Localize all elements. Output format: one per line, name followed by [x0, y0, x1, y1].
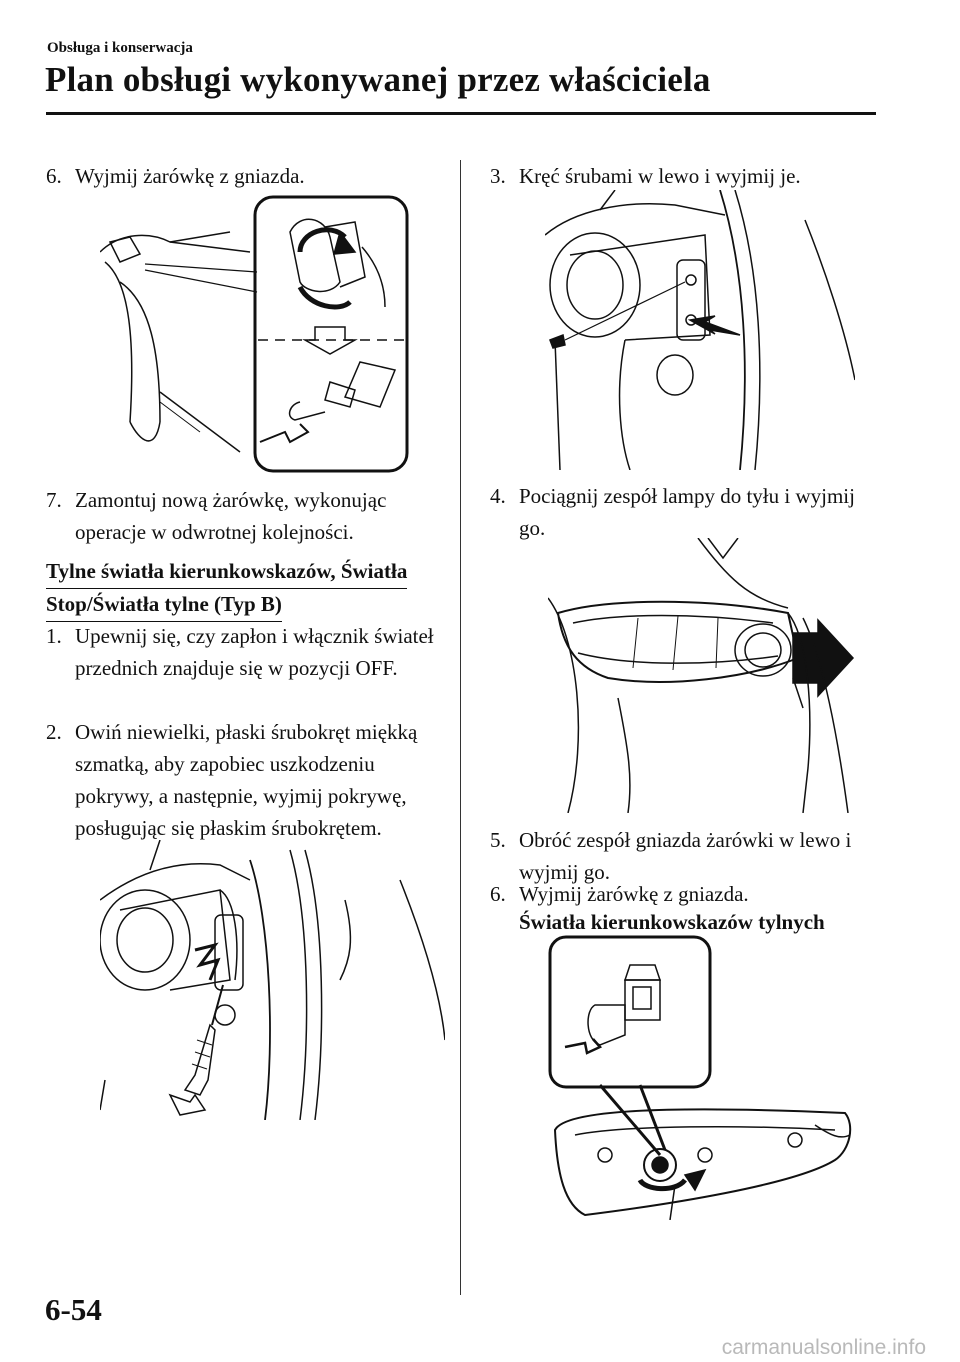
- watermark: carmanualsonline.info: [721, 1336, 926, 1359]
- step-number: 3.: [490, 164, 506, 188]
- left-step-6: [46, 160, 446, 192]
- step-number: 6.: [46, 164, 62, 188]
- step-text: Upewnij się, czy zapłon i włącznik świateł przednich znajduje się w pozycji OFF.: [75, 624, 434, 680]
- figure-lamp-pull: [548, 538, 858, 813]
- step-text: Wyjmij żarówkę z gniazda.: [75, 164, 305, 188]
- left-step-2: [46, 716, 441, 844]
- page-number: 6-54: [45, 1292, 102, 1327]
- subheading-line-2: Stop/Światła tylne (Typ B): [46, 589, 282, 622]
- step-number: 5.: [490, 828, 506, 852]
- step-number: 4.: [490, 484, 506, 508]
- step-number: 7.: [46, 488, 62, 512]
- step-text: Zamontuj nową żarówkę, wykonując operacje w odwrotnej kolejności.: [75, 488, 387, 544]
- step-number: 6.: [490, 882, 506, 906]
- rear-turn-signal-label: Światła kierunkowskazów tylnych: [519, 910, 825, 934]
- figure-cover-removal: [100, 840, 445, 1120]
- column-divider: [460, 160, 461, 1295]
- figure-rear-turn-signal-bulb: [545, 935, 855, 1220]
- section-label: Obsługa i konserwacja: [47, 40, 193, 56]
- right-step-4: [490, 480, 870, 544]
- figure-bulb-removal-front: [100, 192, 412, 474]
- step-text: Owiń niewielki, płaski śrubokręt miękką szmatką, aby zapobiec uszkodzeniu pokrywy, a następnie, wyjmij pokrywę, posługując się płaskim śrubokrętem.: [75, 720, 418, 840]
- step-text: Obróć zespół gniazda żarówki w lewo i wyjmij go.: [519, 828, 852, 884]
- right-step-6: [490, 878, 870, 910]
- step-number: 1.: [46, 624, 62, 648]
- subheading: [46, 556, 431, 622]
- figure-screw-removal: [545, 190, 855, 470]
- step-number: 2.: [46, 720, 62, 744]
- step-text: Pociągnij zespół lampy do tyłu i wyjmij go.: [519, 484, 855, 540]
- subheading-line-1: Tylne światła kierunkowskazów, Światła: [46, 556, 407, 589]
- left-step-7: [46, 484, 446, 548]
- right-step-3: [490, 160, 870, 192]
- header-rule: [46, 112, 876, 115]
- step-text: Wyjmij żarówkę z gniazda.: [519, 882, 749, 906]
- left-step-1: [46, 620, 446, 684]
- page-title: Plan obsługi wykonywanej przez właściciela: [45, 60, 711, 99]
- step-text: Kręć śrubami w lewo i wyjmij je.: [519, 164, 801, 188]
